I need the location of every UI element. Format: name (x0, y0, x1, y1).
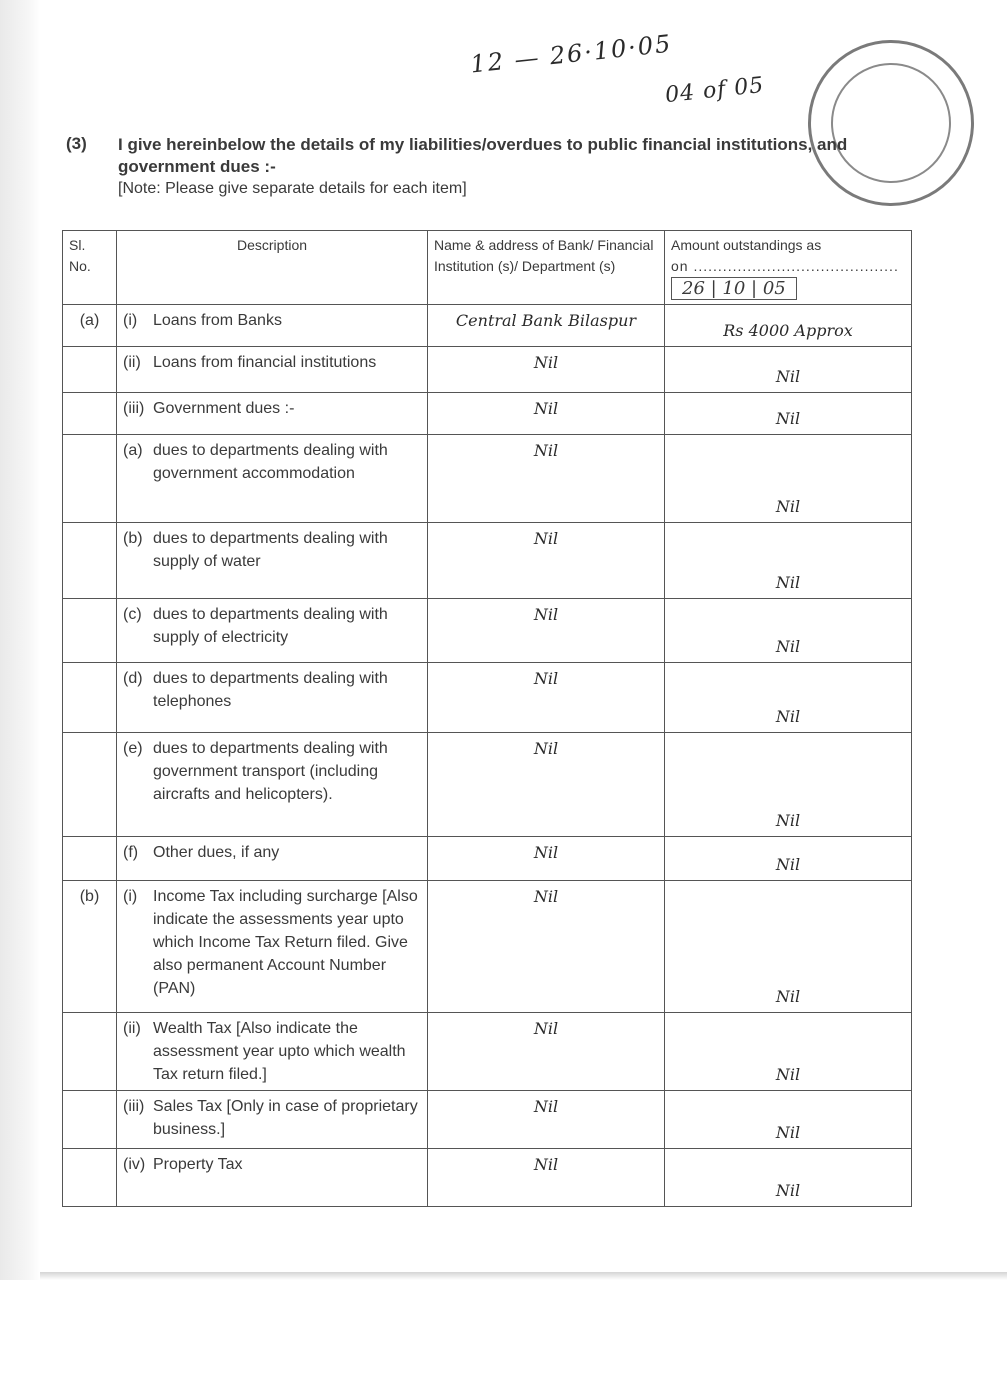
row-amount-value: Rs 4000 Approx (665, 305, 912, 347)
row-item-number: (iii) (123, 400, 145, 417)
row-amount-value: Nil (665, 1013, 912, 1091)
row-description (117, 523, 428, 599)
row-bank-value: Nil (428, 837, 665, 881)
row-item-text: Other dues, if any (153, 844, 280, 861)
row-item-number: (ii) (123, 354, 141, 371)
row-sl-no (63, 599, 117, 663)
row-item-number: (c) (123, 606, 142, 623)
row-description (117, 1091, 428, 1149)
table-row (63, 347, 912, 393)
row-sl-no (63, 435, 117, 523)
section-text: I give hereinbelow the details of my liabilities/overdues to public financial institutions, and government dues :- (118, 135, 848, 176)
row-item-text: Loans from Banks (153, 312, 282, 329)
row-item-text: dues to departments dealing with government transport (including aircrafts and helicopters). (153, 740, 388, 803)
row-item-text: Wealth Tax [Also indicate the assessment year upto which wealth Tax return filed.] (153, 1020, 406, 1083)
row-sl-no (63, 1013, 117, 1091)
header-amount-label: Amount outstandings as (671, 237, 822, 253)
section-note: [Note: Please give separate details for each item] (118, 180, 467, 197)
row-item-number: (d) (123, 670, 143, 687)
table-row (63, 663, 912, 733)
table-row (63, 1149, 912, 1207)
row-bank-value: Nil (428, 881, 665, 1013)
row-amount-value: Nil (665, 1149, 912, 1207)
row-sl-no (63, 663, 117, 733)
row-bank-value: Nil (428, 393, 665, 435)
row-item-text: dues to departments dealing with supply of water (153, 530, 388, 570)
table-row (63, 1013, 912, 1091)
header-amount (665, 231, 912, 305)
row-sl-no (63, 1149, 117, 1207)
row-description (117, 393, 428, 435)
row-sl-no (63, 347, 117, 393)
table-header-row (63, 231, 912, 305)
row-amount-value: Nil (665, 663, 912, 733)
official-seal-stamp (808, 40, 974, 206)
row-sl-no: (b) (63, 881, 117, 1013)
row-item-number: (e) (123, 740, 143, 757)
row-amount-value: Nil (665, 733, 912, 837)
row-item-text: dues to departments dealing with telephones (153, 670, 388, 710)
row-description (117, 1149, 428, 1207)
row-bank-value: Nil (428, 733, 665, 837)
row-description (117, 837, 428, 881)
row-item-text: dues to departments dealing with government accommodation (153, 442, 388, 482)
table-row (63, 393, 912, 435)
header-sl-no: Sl. No. (63, 231, 117, 305)
row-bank-value: Nil (428, 1013, 665, 1091)
row-item-text: Loans from financial institutions (153, 354, 377, 371)
row-item-number: (i) (123, 312, 138, 329)
row-sl-no (63, 1091, 117, 1149)
row-item-text: Income Tax including surcharge [Also indicate the assessments year upto which Income Tax Return filed. Give also permanent Account Number (PAN) (153, 888, 418, 997)
row-description (117, 733, 428, 837)
row-description (117, 881, 428, 1013)
row-description (117, 1013, 428, 1091)
row-item-number: (ii) (123, 1020, 141, 1037)
table-row (63, 305, 912, 347)
scanned-page-edge (0, 0, 40, 1280)
row-sl-no (63, 837, 117, 881)
table-row (63, 435, 912, 523)
row-amount-value: Nil (665, 347, 912, 393)
row-item-text: Government dues :- (153, 400, 295, 417)
header-amount-date: 26 | 10 | 05 (671, 277, 797, 300)
table-row (63, 733, 912, 837)
handwritten-top-date: 04 of 05 (663, 72, 766, 109)
row-amount-value: Nil (665, 881, 912, 1013)
row-item-text: Property Tax (153, 1156, 243, 1173)
header-description (117, 231, 428, 305)
row-item-text: dues to departments dealing with supply of electricity (153, 606, 388, 646)
table-row (63, 523, 912, 599)
row-description (117, 599, 428, 663)
row-bank-value: Nil (428, 663, 665, 733)
handwritten-top-note: 12 — 26·10·05 (469, 29, 674, 79)
row-amount-value: Nil (665, 1091, 912, 1149)
row-amount-value: Nil (665, 837, 912, 881)
row-amount-value: Nil (665, 599, 912, 663)
table-row (63, 881, 912, 1013)
table-row (63, 599, 912, 663)
row-sl-no (63, 733, 117, 837)
row-bank-value: Nil (428, 1091, 665, 1149)
row-item-number: (iii) (123, 1098, 145, 1115)
row-sl-no (63, 393, 117, 435)
row-bank-value: Nil (428, 599, 665, 663)
liabilities-table (62, 230, 912, 1207)
section-number: (3) (66, 134, 87, 153)
row-sl-no: (a) (63, 305, 117, 347)
row-item-number: (a) (123, 442, 143, 459)
row-sl-no (63, 523, 117, 599)
row-amount-value: Nil (665, 393, 912, 435)
row-bank-value: Nil (428, 435, 665, 523)
header-bank: Name & address of Bank/ Financial Institution (s)/ Department (s) (428, 231, 665, 305)
row-bank-value: Nil (428, 523, 665, 599)
row-description (117, 305, 428, 347)
row-item-number: (iv) (123, 1156, 146, 1173)
row-amount-value: Nil (665, 523, 912, 599)
row-description (117, 347, 428, 393)
row-bank-value: Nil (428, 347, 665, 393)
header-description-label: Description (236, 237, 308, 253)
row-item-number: (f) (123, 844, 139, 861)
row-item-text: Sales Tax [Only in case of proprietary business.] (153, 1098, 418, 1138)
table-row (63, 837, 912, 881)
row-item-number: (b) (123, 530, 143, 547)
row-item-number: (i) (123, 888, 138, 905)
table-row (63, 1091, 912, 1149)
row-description (117, 435, 428, 523)
row-description (117, 663, 428, 733)
row-bank-value: Central Bank Bilaspur (428, 305, 665, 347)
header-amount-on: on .......................................... (671, 258, 899, 274)
page-fold-shadow (40, 1272, 1007, 1280)
row-bank-value: Nil (428, 1149, 665, 1207)
row-amount-value: Nil (665, 435, 912, 523)
